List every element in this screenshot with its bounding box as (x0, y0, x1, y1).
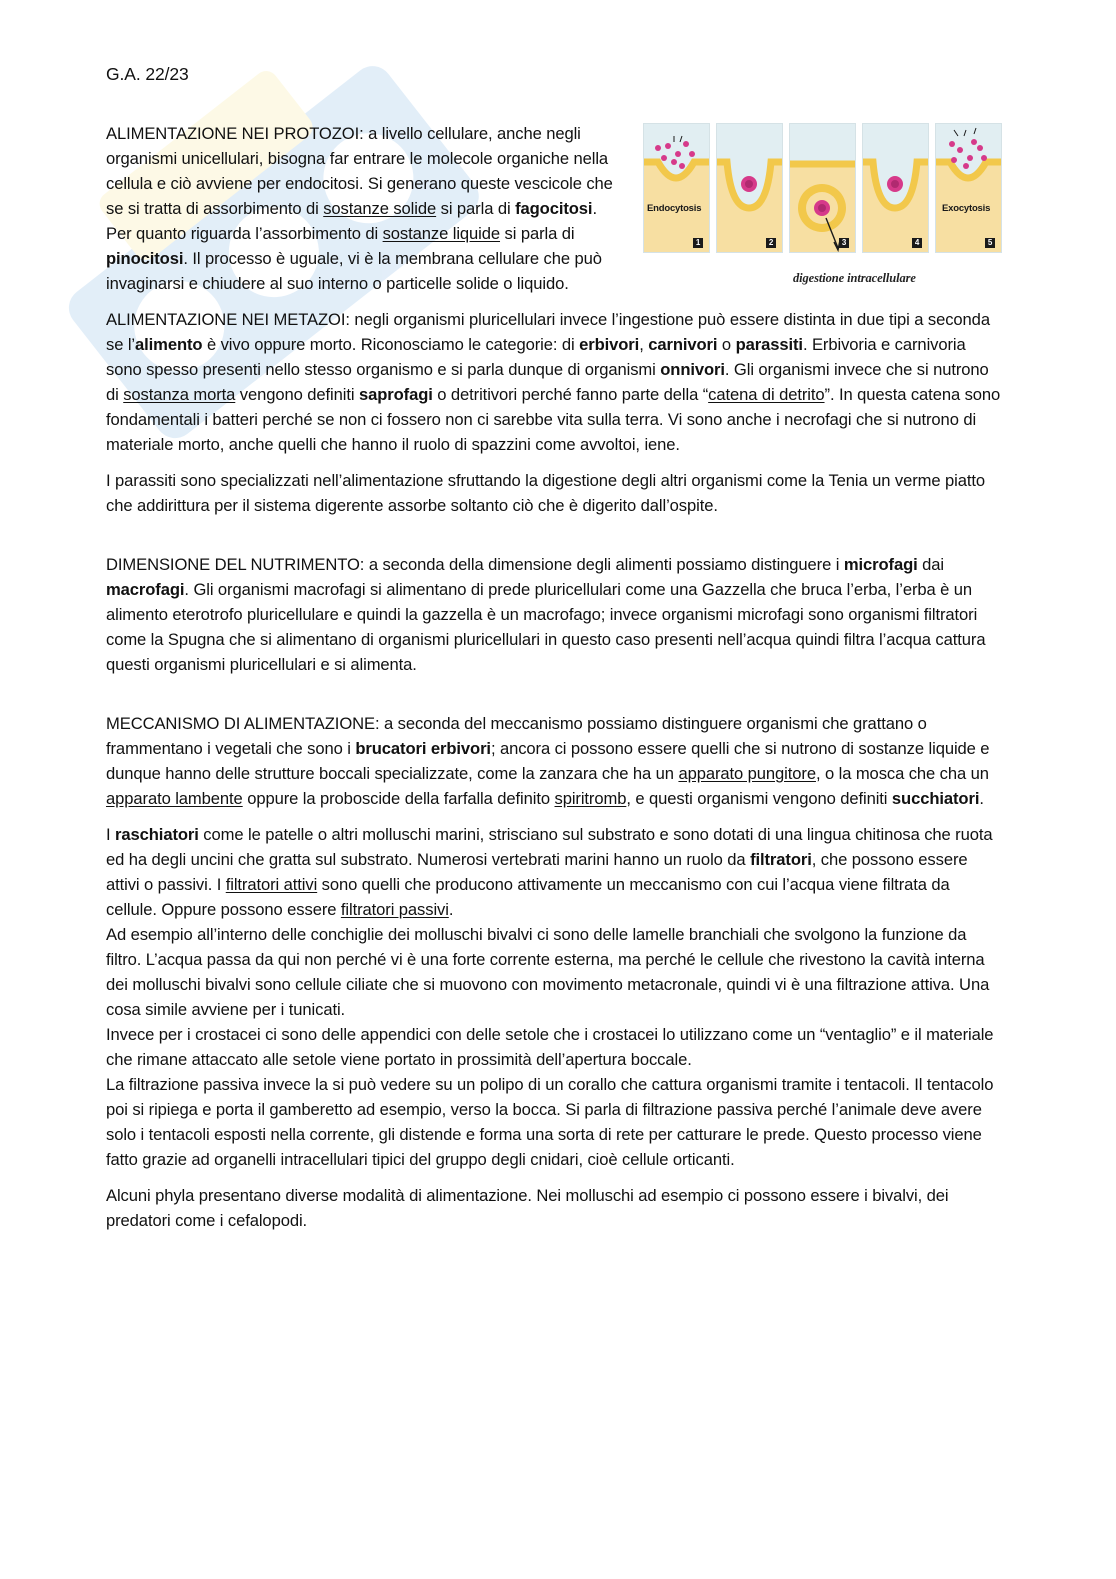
paragraph-metazoi (106, 307, 1001, 457)
paragraph-dimensione (106, 552, 1001, 677)
paragraph-crostacei: Invece per i crostacei ci sono delle appendici con delle setole che i crostacei lo utilizzano come un “ventaglio” e il materiale che rimane attaccato alle setole viene portato in prossimità dell’apertura boccale. (106, 1025, 994, 1069)
bold-term: macrofagi (106, 580, 185, 599)
text: , o la mosca che cha un (815, 764, 989, 783)
text: o (717, 335, 736, 354)
paragraph-filtrazione-passiva: La filtrazione passiva invece la si può vedere su un polipo di un corallo che cattura organismi tramite i tentacoli. Il tentacolo poi si ripiega e porta il gamberetto ad esempio, verso la bocca. Si parla di filtrazione passiva perché l’animale deve avere solo i tentacoli esposti nella corrente, gli distende e forma una sorta di rete per catturare le prede. Questo processo viene fatto grazie ad organelli intracellulari tipici del gruppo degli cnidari, cioè cellule orticanti. (106, 1075, 994, 1169)
text: DIMENSIONE DEL NUTRIMENTO: a seconda della dimensione degli alimenti possiamo distinguere i (106, 555, 844, 574)
paragraph-raschiatori (106, 822, 1001, 922)
exocytosis-label: Exocytosis (942, 203, 991, 214)
text: . Per quanto riguarda l’assorbimento di (106, 199, 597, 243)
text: dai (917, 555, 944, 574)
step-number: 3 (839, 238, 849, 248)
figure-panel-2 (716, 123, 783, 253)
text: oppure la proboscide della farfalla definito (242, 789, 555, 808)
bold-term: alimento (135, 335, 203, 354)
endocytosis-figure (643, 123, 1005, 285)
bold-term: onnivori (660, 360, 725, 379)
step-number: 1 (693, 238, 703, 248)
underlined-term: apparato pungitore (678, 764, 816, 783)
step-number: 4 (912, 238, 922, 248)
bold-term: succhiatori (891, 789, 980, 808)
bold-term: parassiti (735, 335, 803, 354)
text: ”. In questa catena sono fondamentali i batteri perché se non ci fossero non ci sarebbe vita sulla terra. Vi sono anche i necrofagi che si nutrono di materiale morto, anche quelli che hanno il ruolo di spazzini come avvoltoi, iene. (106, 385, 1001, 454)
paragraph-meccanismo (106, 711, 1001, 811)
underlined-term: sostanze solide (323, 199, 437, 218)
text: . Gli organismi invece che si nutrono di (106, 360, 989, 404)
text: si parla di (436, 199, 516, 218)
text: , e questi organismi vengono definiti (626, 789, 892, 808)
bold-term: microfagi (843, 555, 918, 574)
text: sono quelli che producono attivamente un meccanismo con cui l’acqua viene filtrata da cellule. Oppure possono essere (106, 875, 950, 919)
figure-panel-5 (935, 123, 1002, 253)
figure-panel-1 (643, 123, 710, 253)
text: come le patelle o altri molluschi marini, strisciano sul substrato e sono dotati di una lingua chitinosa che ruota ed ha degli uncini che gratta sul substrato. Numerosi vertebrati marini hanno un ruolo da (106, 825, 993, 869)
underlined-term: sostanza morta (123, 385, 236, 404)
step-number: 2 (766, 238, 776, 248)
bold-term: filtratori (750, 850, 812, 869)
step-number: 5 (985, 238, 995, 248)
text: ALIMENTAZIONE NEI METAZOI: negli organismi pluricellulari invece l’ingestione può essere distinta in due tipi a seconda se l’ (106, 310, 990, 354)
text: vengono definiti (235, 385, 359, 404)
text: . Erbivoria e carnivoria sono spesso presenti nello stesso organismo e si parla dunque di organismi (106, 335, 966, 379)
text: . Gli organismi macrofagi si alimentano di prede pluricellulari come una Gazzella che bruca l’erba, l’erba è un alimento eterotrofo pluricellulare e quindi la gazzella è un macrofago; invece organismi microfagi sono organismi filtratori come la Spugna che si alimentano di organismi pluricellulari in questo caso presenti nell’acqua quindi filtra l’acqua cattura questi organismi pluricellulari e si alimenta. (106, 580, 986, 674)
text: , che possono essere attivi o passivi. I (106, 850, 968, 894)
bold-term: carnivori (648, 335, 718, 354)
text: o detritivori perché fanno parte della “ (432, 385, 709, 404)
underlined-term: catena di detrito (708, 385, 825, 404)
figure-panel-3 (789, 123, 856, 253)
document-header: G.A. 22/23 (106, 64, 189, 84)
bold-term: raschiatori (115, 825, 199, 844)
text: si parla di (500, 224, 575, 243)
paragraph-bivalvi: Ad esempio all’interno delle conchiglie dei molluschi bivalvi ci sono delle lamelle branchiali che svolgono la funzione da filtro. L’acqua passa da qui non perché vi è una forte corrente esterna, ma perché le cellule che rivestono la cavità interna dei molluschi bivalvi sono cellule ciliate che si muovono con movimento metacronale, quindi vi è una filtrazione attiva. Una cosa simile avviene per i tunicati. (106, 925, 990, 1019)
text: ALIMENTAZIONE NEI PROTOZOI: a livello cellulare, anche negli organismi unicellulari, bisogna far entrare le molecole organiche nella cellula e ciò avviene per endocitosi. Si generano queste vescicole che se si tratta di assorbimento di (106, 124, 613, 218)
text: è vivo oppure morto. Riconosciamo le categorie: di (202, 335, 580, 354)
bold-term: fagocitosi (515, 199, 593, 218)
endocytosis-label: Endocytosis (647, 203, 702, 214)
bold-term: saprofagi (358, 385, 433, 404)
text: , (639, 335, 649, 354)
underlined-term: sostanze liquide (382, 224, 501, 243)
text: . (448, 900, 454, 919)
bold-term: pinocitosi (106, 249, 184, 268)
underlined-term: filtratori passivi (340, 900, 449, 919)
paragraph-parassiti: I parassiti sono specializzati nell’alimentazione sfruttando la digestione degli altri organismi come la Tenia un verme piatto che addirittura per il sistema digerente assorbe soltanto ciò che è digerito dall’ospite. (106, 471, 986, 515)
figure-panel-4 (862, 123, 929, 253)
underlined-term: filtratori attivi (225, 875, 318, 894)
bold-term: erbivori (579, 335, 640, 354)
underlined-term: spiritromb (554, 789, 627, 808)
underlined-term: apparato lambente (106, 789, 243, 808)
text: MECCANISMO DI ALIMENTAZIONE: a seconda del meccanismo possiamo distinguere organismi che grattano o frammentano i vegetali che sono i (106, 714, 927, 758)
document-page (106, 62, 1001, 1244)
bold-term: brucatori erbivori (355, 739, 491, 758)
figure-caption: digestione intracellulare (793, 271, 916, 285)
paragraph-phyla: Alcuni phyla presentano diverse modalità di alimentazione. Nei molluschi ad esempio ci possono essere i bivalvi, dei predatori come i cefalopodi. (106, 1186, 949, 1230)
text: I (106, 825, 116, 844)
text: . Il processo è uguale, vi è la membrana cellulare che può invaginarsi e chiudere al suo interno o particelle solide o liquido. (106, 249, 602, 293)
text: ; ancora ci possono essere quelli che si nutrono di sostanze liquide e dunque hanno delle strutture boccali specializzate, come la zanzara che ha un (106, 739, 990, 783)
text: . (979, 789, 984, 808)
